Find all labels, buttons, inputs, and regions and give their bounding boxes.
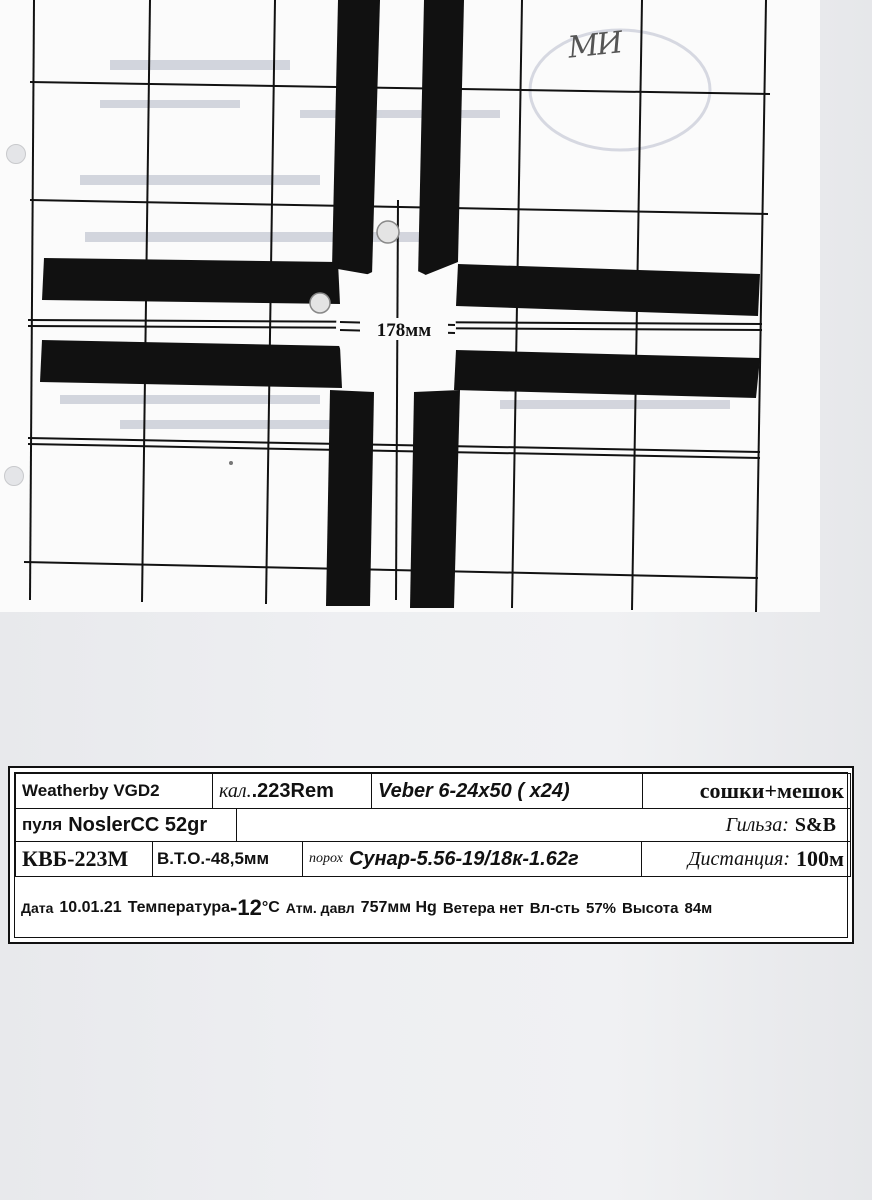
bullet-hole [310, 293, 330, 313]
target-drawing [0, 0, 820, 612]
altitude-label: Высота [622, 899, 679, 917]
powder-label: порох [309, 851, 343, 866]
altitude-value: 84м [684, 899, 713, 917]
bullet-label: пуля [22, 815, 63, 834]
date-value: 10.01.21 [59, 899, 122, 916]
distance-value: 100м [796, 846, 844, 871]
distance-cell [641, 841, 851, 877]
pressure-label: Атм. давл [285, 900, 355, 916]
rifle-cell [15, 773, 213, 809]
temperature-unit: °C [261, 899, 280, 916]
temperature-value: -12 [230, 895, 262, 920]
rest-cell [642, 773, 851, 809]
humidity-label: Вл-сть [529, 899, 580, 917]
primer-cell [15, 841, 153, 877]
handwritten-initials: МИ [566, 25, 623, 66]
punch-hole [4, 466, 24, 486]
date-label: Дата [21, 900, 54, 916]
scope-value: Veber 6-24x50 ( x24) [378, 779, 570, 802]
rifle-value: Weatherby VGD2 [22, 781, 160, 800]
scope-cell [371, 773, 643, 809]
bullet-hole [377, 221, 399, 243]
conditions-row [15, 876, 851, 940]
case-cell [236, 808, 851, 842]
humidity-value: 57% [585, 899, 617, 917]
punch-hole [6, 144, 26, 164]
pressure-value: 757мм Hg [360, 899, 437, 916]
caliber-cell [212, 773, 372, 809]
center-distance-label: 178мм [376, 320, 432, 341]
powder-cell [302, 841, 642, 877]
bullet-value: NoslerCC 52gr [68, 813, 208, 836]
rest-value: сошки+мешок [699, 778, 844, 803]
distance-label: Дистанция: [687, 847, 790, 870]
load-data-table [14, 772, 848, 938]
bullet-hole [229, 461, 233, 465]
coal-cell [152, 841, 303, 877]
case-label: Гильза: [725, 813, 789, 836]
load-data-card [8, 766, 854, 944]
primer-value: КВБ-223М [22, 846, 129, 871]
powder-value: Сунар-5.56-19/18к-1.62г [348, 847, 579, 870]
coal-value: 48,5мм [210, 849, 270, 868]
wind-value: Ветера нет [442, 899, 524, 917]
caliber-value: .223Rem [251, 779, 334, 802]
bullet-cell [15, 808, 237, 842]
target-sheet [0, 0, 820, 612]
case-value: S&B [794, 813, 836, 836]
caliber-label: кал. [219, 779, 252, 802]
temperature-label: Температура [127, 899, 231, 916]
coal-label: В.Т.О.- [157, 849, 211, 868]
